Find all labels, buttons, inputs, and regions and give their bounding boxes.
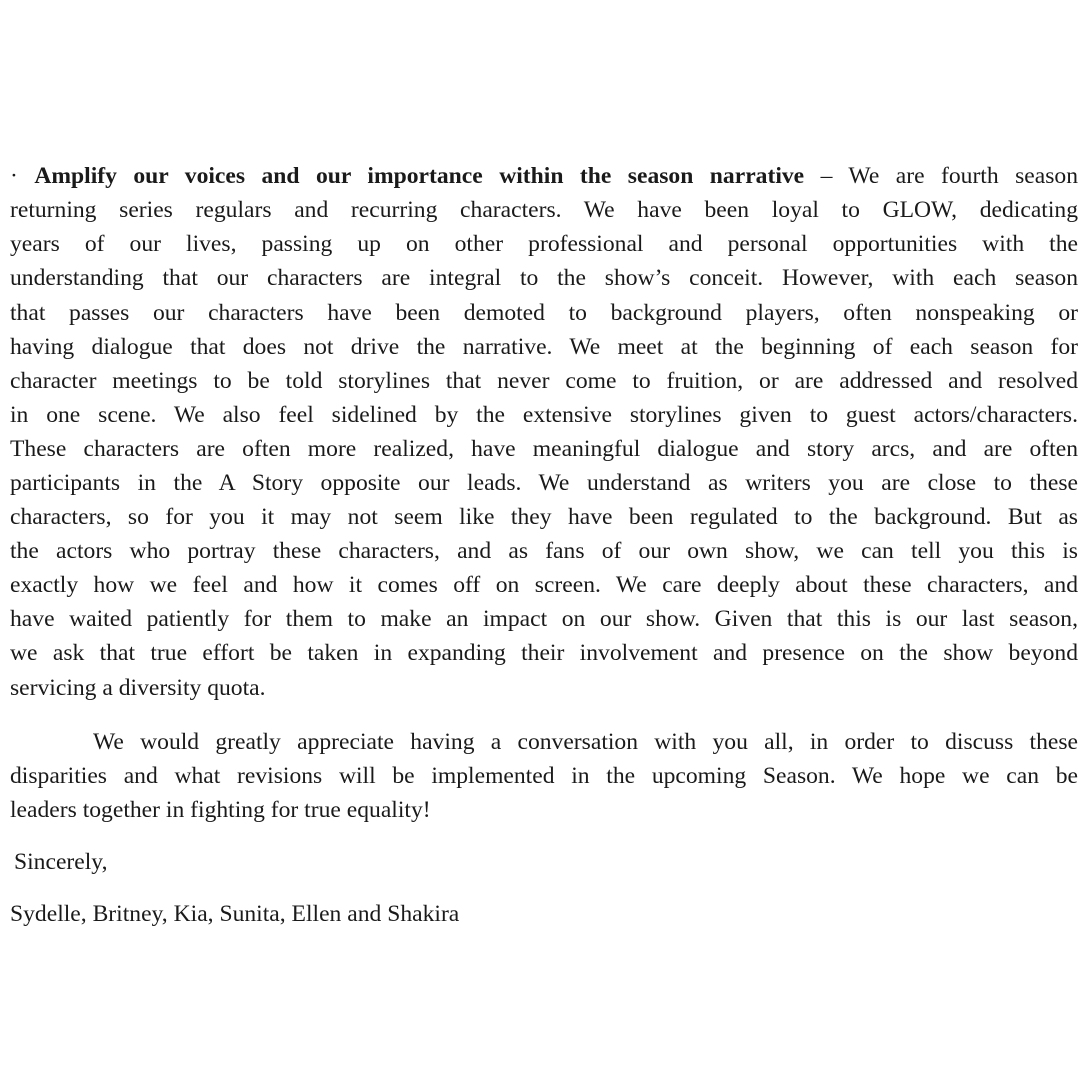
body-line: characters, so for you it may not seem like they have been regulated to the background. But as: [10, 504, 1078, 530]
body-line: in one scene. We also feel sidelined by the extensive storylines given to guest actors/characters.: [10, 402, 1078, 428]
body-line: the actors who portray these characters, and as fans of our own show, we can tell you this is: [10, 538, 1078, 564]
body-line: understanding that our characters are integral to the show’s conceit. However, with each season: [10, 265, 1078, 291]
signatories: Sydelle, Britney, Kia, Sunita, Ellen and Shakira: [10, 901, 460, 927]
body-line: having dialogue that does not drive the narrative. We meet at the beginning of each season for: [10, 334, 1078, 360]
bullet-marker: ·: [10, 163, 18, 189]
point-intro-text: – We are fourth season: [804, 163, 1079, 189]
closing-line-indented: We would greatly appreciate having a conversation with you all, in order to discuss these: [93, 729, 1078, 755]
body-line: that passes our characters have been demoted to background players, often nonspeaking or: [10, 300, 1078, 326]
body-line: character meetings to be told storylines that never come to fruition, or are addressed and resolved: [10, 368, 1078, 394]
body-line: we ask that true effort be taken in expanding their involvement and presence on the show beyond: [10, 640, 1078, 666]
body-line: exactly how we feel and how it comes off on screen. We care deeply about these characters, and: [10, 572, 1078, 598]
body-line: years of our lives, passing up on other professional and personal opportunities with the: [10, 231, 1078, 257]
body-line: have waited patiently for them to make an impact on our show. Given that this is our last season,: [10, 606, 1078, 632]
sign-off: Sincerely,: [14, 849, 108, 875]
point-first-line: [10, 159, 1078, 193]
closing-line: disparities and what revisions will be implemented in the upcoming Season. We hope we can be: [10, 763, 1078, 789]
body-line: These characters are often more realized, have meaningful dialogue and story arcs, and are often: [10, 436, 1078, 462]
body-line: participants in the A Story opposite our leads. We understand as writers you are close to these: [10, 470, 1078, 496]
body-line: returning series regulars and recurring characters. We have been loyal to GLOW, dedicating: [10, 197, 1078, 223]
body-line-last: servicing a diversity quota.: [10, 675, 266, 701]
closing-line-last: leaders together in fighting for true equality!: [10, 797, 431, 823]
point-heading: Amplify our voices and our importance within the season narrative: [34, 163, 805, 189]
